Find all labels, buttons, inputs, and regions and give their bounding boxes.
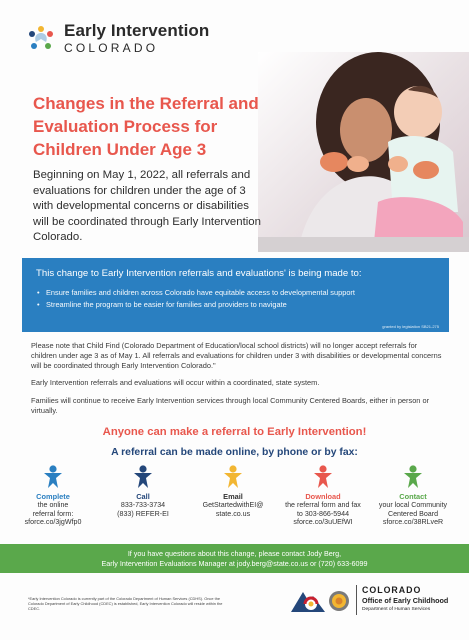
- children-circle-logo-icon: [26, 24, 56, 54]
- method-line: your local Community: [378, 501, 448, 509]
- method-heading: Complete: [36, 492, 70, 501]
- footer-divider: [356, 585, 357, 615]
- method-line: the online: [37, 501, 69, 509]
- headline: Changes in the Referral and Evaluation Process for Children Under Age 3: [33, 94, 259, 159]
- person-icon-blue: [43, 465, 63, 489]
- mother-and-baby-photo: [258, 52, 469, 252]
- purpose-title: This change to Early Intervention referrals and evaluations' is being made to:: [36, 268, 362, 279]
- contact-band: [0, 544, 469, 573]
- contact-line: Early Intervention Evaluations Manager at jody.berg@state.co.us or (720) 633-6099: [101, 558, 368, 568]
- method-line: Centered Board: [387, 509, 439, 518]
- services-paragraph: Families will continue to receive Early Intervention services through local Community Centered Boards, either in person or virtually.: [31, 396, 430, 415]
- method-download-fax: [278, 465, 368, 527]
- purpose-bullet: • Ensure families and children across Colorado have equitable access to developmental support: [36, 287, 437, 299]
- person-icon-navy: [133, 465, 153, 489]
- method-heading: Download: [305, 492, 341, 501]
- logo-subtitle: COLORADO: [64, 41, 159, 55]
- footer-office: Office of Early Childhood: [362, 596, 449, 605]
- method-email-address[interactable]: GetStartedwithEI@: [202, 501, 264, 509]
- referral-methods: [8, 465, 461, 537]
- ei-colorado-logo: [26, 22, 209, 55]
- coordinated-system-paragraph: Early Intervention referrals and evaluations will occur within a coordinated, state system.: [31, 378, 320, 387]
- method-line: referral form:: [32, 509, 74, 518]
- method-heading: Contact: [399, 492, 427, 501]
- method-heading: Email: [223, 492, 243, 501]
- colorado-state-logo-icon: [287, 586, 357, 616]
- purpose-list: [36, 287, 437, 311]
- purpose-band: [22, 258, 449, 332]
- anyone-referral-heading: Anyone can make a referral to Early Intervention!: [102, 426, 367, 438]
- contact-line: If you have questions about this change, please contact Jody Berg,: [127, 549, 342, 558]
- method-call: [98, 465, 188, 518]
- method-link[interactable]: sforce.co/3jgWfp0: [24, 518, 82, 527]
- logo-title: Early Intervention: [64, 21, 210, 40]
- method-complete-online: [8, 465, 98, 527]
- legislation-citation: granted by legislation SB21-275: [382, 324, 439, 329]
- method-heading: Call: [136, 492, 150, 501]
- footnote: *Early Intervention Colorado is currently part of the Colorado Department of Human Services (CDHS). Once the Colorado Department of Early Childhood (CDEC) is established, Early Intervention Colorado will reside within the CDEC.: [28, 596, 223, 612]
- child-find-paragraph: Please note that Child Find (Colorado Department of Education/local school districts) will no longer accept referrals for children under age 3 as of May 1. All referrals and evaluations for children under 3 with disabilities or developmental concerns will be coordinated through Early Intervention Colorado.": [31, 341, 442, 370]
- method-line: state.co.us: [215, 509, 251, 518]
- referral-methods-heading: A referral can be made online, by phone or by fax:: [111, 447, 358, 458]
- footer-department: Department of Human Services: [362, 607, 431, 612]
- method-email: [188, 465, 278, 518]
- purpose-bullet: • Streamline the program to be easier for families and providers to navigate: [36, 299, 437, 311]
- footer-brand: [362, 585, 448, 613]
- person-icon-yellow: [223, 465, 243, 489]
- method-link[interactable]: sforce.co/38RLveR: [382, 518, 444, 527]
- method-phone[interactable]: 833-733-3734: [120, 501, 166, 509]
- method-contact-ccb: [368, 465, 458, 527]
- method-line: to 303-866-5944: [296, 509, 350, 518]
- footer-state: COLORADO: [362, 585, 422, 595]
- method-line: (833) REFER-EI: [117, 509, 169, 518]
- person-icon-red: [313, 465, 333, 489]
- intro-paragraph: Beginning on May 1, 2022, all referrals and evaluations for children under the age of 3 with developmental concerns or disabilities will be coordinated through Early Intervention Colorado.: [33, 169, 261, 243]
- method-line: the referral form and fax: [285, 501, 361, 509]
- method-link[interactable]: sforce.co/3uUEfWI: [293, 518, 353, 527]
- person-icon-green: [403, 465, 423, 489]
